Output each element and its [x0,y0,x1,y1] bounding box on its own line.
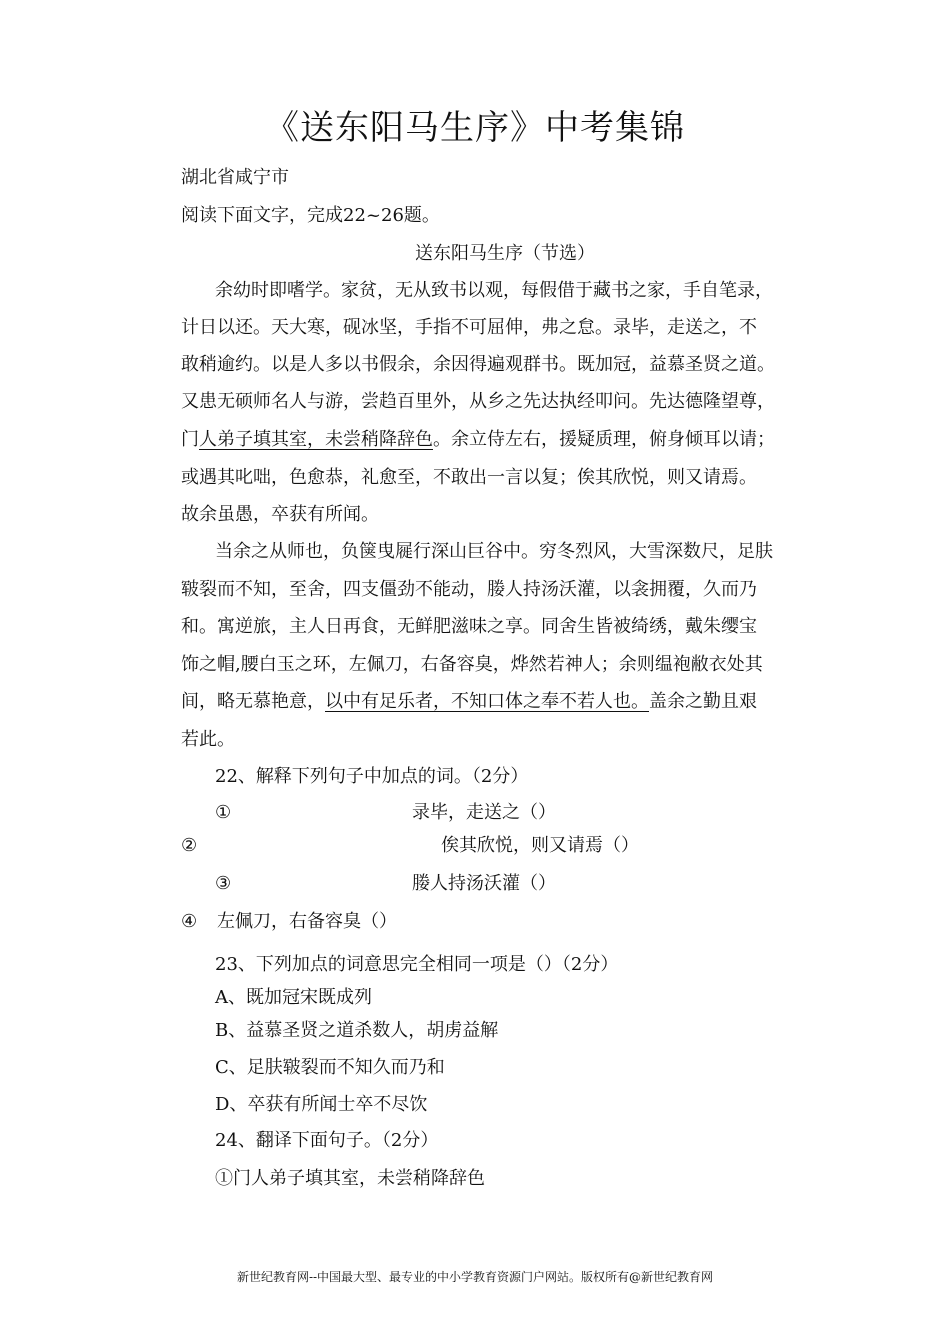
q23-stem: 23、下列加点的词意思完全相同一项是（）（2分） [215,954,619,975]
q23-option-a: A、既加冠宋既成列 [215,987,372,1008]
q22-item-2-number: ② [181,835,198,856]
q22-item-1-number: ① [215,802,232,823]
p2-line-4: 饰之帽,腰白玉之环，左佩刀，右备容臭，烨然若神人；余则缊袍敝衣处其 [181,654,763,675]
p1-line-6: 或遇其叱咄，色愈恭，礼愈至，不敢出一言以复；俟其欣悦，则又请焉。 [181,467,757,488]
q24-stem: 24、翻译下面句子。（2分） [215,1130,439,1151]
p2-line-6: 若此。 [181,729,235,750]
p1-line-5-end: 。余立侍左右，援疑质理，俯身倾耳以请； [433,429,775,450]
p2-line-5 [181,690,757,714]
passage-title: 送东阳马生序（节选） [415,243,595,264]
p2-line-1: 当余之从师也，负箧曳屣行深山巨谷中。穷冬烈风，大雪深数尺，足肤 [215,541,773,562]
p1-line-1: 余幼时即嗜学。家贫，无从致书以观，每假借于藏书之家，手自笔录， [215,280,773,301]
q22-item-3-number: ③ [215,873,232,894]
region-label: 湖北省咸宁市 [181,167,289,188]
page-footer: 新世纪教育网--中国最大型、最专业的中小学教育资源门户网站。版权所有@新世纪教育网 [236,1270,714,1284]
q22-item-1: 录毕，走送之（） [412,802,556,823]
p2-line-2: 皲裂而不知，至舍，四支僵劲不能动，媵人持汤沃灌，以衾拥覆，久而乃 [181,579,757,600]
underlined-sentence-1: 人弟子填其室，未尝稍降辞色 [199,429,433,450]
p1-line-5 [181,428,775,452]
p2-line-5-end: 盖余之勤且艰 [649,691,757,712]
p1-line-3: 敢稍逾约。以是人多以书假余，余因得遍观群书。既加冠，益慕圣贤之道。 [181,354,775,375]
q23-option-b: B、益慕圣贤之道杀数人，胡虏益解 [215,1020,499,1041]
p1-line-7: 故余虽愚，卒获有所闻。 [181,504,379,525]
q22-item-4-number: ④ [181,911,198,932]
instruction: 阅读下面文字，完成22~26题。 [181,205,440,226]
p1-line-5-start: 门 [181,429,199,450]
q23-option-d: D、卒获有所闻士卒不尽饮 [215,1094,428,1115]
p2-line-5-start: 间，略无慕艳意， [181,691,325,712]
p2-line-3: 和。寓逆旅，主人日再食，无鲜肥滋味之享。同舍生皆被绮绣，戴朱缨宝 [181,616,757,637]
page-title: 《送东阳马生序》中考集锦 [265,108,685,148]
q22-stem: 22、解释下列句子中加点的词。（2分） [215,766,529,787]
q22-item-2: 俟其欣悦，则又请焉（） [441,835,639,856]
q22-item-4: 左佩刀，右备容臭（） [217,911,397,932]
underlined-sentence-2: 以中有足乐者，不知口体之奉不若人也。 [325,691,649,712]
q23-option-c: C、足肤皲裂而不知久而乃和 [215,1057,445,1078]
q24-item-1: ①门人弟子填其室，未尝稍降辞色 [215,1168,485,1189]
q22-item-3: 媵人持汤沃灌（） [412,873,556,894]
p1-line-4: 又患无硕师名人与游，尝趋百里外，从乡之先达执经叩问。先达德隆望尊， [181,391,775,412]
p1-line-2: 计日以还。天大寒，砚冰坚，手指不可屈伸，弗之怠。录毕，走送之，不 [181,317,757,338]
